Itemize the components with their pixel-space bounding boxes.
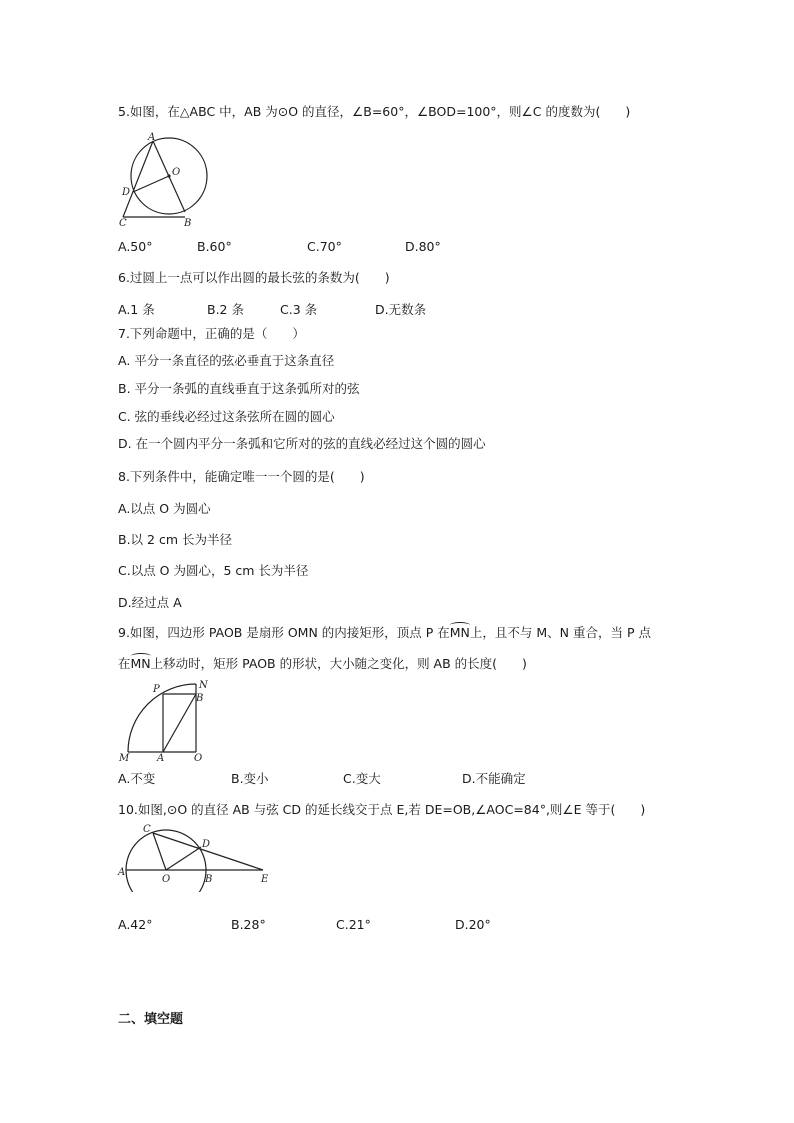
q5-option-b: B.60° — [197, 239, 232, 254]
q8-option-c: C.以点 O 为圆心，5 cm 长为半径 — [118, 563, 309, 578]
q9-label-n: N — [199, 680, 208, 691]
q10-line-od — [166, 847, 201, 870]
q5-label-o: O — [172, 167, 181, 178]
q9-line-ab — [163, 694, 196, 752]
q9-line1 — [118, 624, 651, 642]
q8-text: 8.下列条件中，能确定唯一一个圆的是( ) — [118, 469, 365, 484]
q5-label-a: A — [148, 132, 156, 143]
q9-option-d: D.不能确定 — [462, 771, 526, 786]
q5-line-ac — [123, 141, 153, 217]
q8-option-b: B.以 2 cm 长为半径 — [118, 532, 232, 547]
q10-label-e: E — [261, 874, 269, 885]
q9-figure — [115, 679, 215, 765]
section-heading: 二、填空题 — [118, 1012, 184, 1027]
q7-option-d: D. 在一个圆内平分一条弧和它所对的弦的直线必经过这个圆的圆心 — [118, 436, 486, 451]
q9-line2-b: 上移动时，矩形 PAOB 的形状，大小随之变化，则 AB 的长度( ) — [150, 656, 527, 671]
q9-label-m: M — [119, 753, 130, 764]
q5-label-b: B — [184, 218, 192, 227]
q9-option-b: B.变小 — [231, 771, 269, 786]
q10-label-b: B — [205, 874, 213, 885]
q9-label-a: A — [157, 753, 165, 764]
q5-label-d: D — [122, 187, 131, 198]
q9-option-a: A.不变 — [118, 771, 156, 786]
q10-figure — [115, 822, 280, 892]
q5-figure — [115, 132, 215, 227]
q9-line2-a: 在 — [118, 656, 131, 671]
q9-option-c: C.变大 — [343, 771, 381, 786]
q5-option-a: A.50° — [118, 239, 153, 254]
q7-option-b: B. 平分一条弧的直线垂直于这条弧所对的弦 — [118, 381, 360, 396]
q10-line-oc — [153, 833, 166, 870]
q7-option-c: C. 弦的垂线必经过这条弦所在圆的圆心 — [118, 409, 335, 424]
q10-label-d: D — [202, 839, 211, 850]
q6-option-c: C.3 条 — [280, 302, 318, 317]
q7-text: 7.下列命题中，正确的是（ ） — [118, 326, 305, 341]
q10-option-d: D.20° — [455, 917, 491, 932]
q9-line2 — [118, 655, 527, 673]
q10-text: 10.如图,⊙O 的直径 AB 与弦 CD 的延长线交于点 E,若 DE=OB,∠AOC=84°,则∠E 等于( ) — [118, 802, 646, 817]
q8-option-a: A.以点 O 为圆心 — [118, 501, 211, 516]
q5-option-c: C.70° — [307, 239, 342, 254]
q6-option-a: A.1 条 — [118, 302, 155, 317]
q10-option-c: C.21° — [336, 917, 371, 932]
q5-text: 5.如图，在△ABC 中，AB 为⊙O 的直径，∠B=60°，∠BOD=100°，则∠C 的度数为( ) — [118, 104, 631, 119]
q10-label-a: A — [118, 867, 126, 878]
q7-option-a: A. 平分一条直径的弦必垂直于这条直径 — [118, 353, 335, 368]
q9-label-o: O — [194, 753, 203, 764]
q8-option-d: D.经过点 A — [118, 595, 182, 610]
q6-option-d: D.无数条 — [375, 302, 427, 317]
q5-option-d: D.80° — [405, 239, 441, 254]
q10-label-c: C — [143, 824, 151, 835]
q10-option-a: A.42° — [118, 917, 153, 932]
q9-line1-a: 9.如图，四边形 PAOB 是扇形 OMN 的内接矩形，顶点 P 在 — [118, 625, 450, 640]
q6-text: 6.过圆上一点可以作出圆的最长弦的条数为( ) — [118, 270, 390, 285]
q6-option-b: B.2 条 — [207, 302, 244, 317]
q10-option-b: B.28° — [231, 917, 266, 932]
q9-line1-b: 上，且不与 M、N 重合，当 P 点 — [469, 625, 651, 640]
q9-label-b: B — [196, 693, 204, 704]
q5-center-dot — [167, 174, 170, 177]
q9-label-p: P — [153, 684, 160, 695]
q10-label-o: O — [162, 874, 171, 885]
q9-arc-mn: MN — [449, 625, 470, 640]
q5-label-c: C — [119, 218, 127, 227]
q9-arc-mn-2: MN — [130, 656, 151, 671]
